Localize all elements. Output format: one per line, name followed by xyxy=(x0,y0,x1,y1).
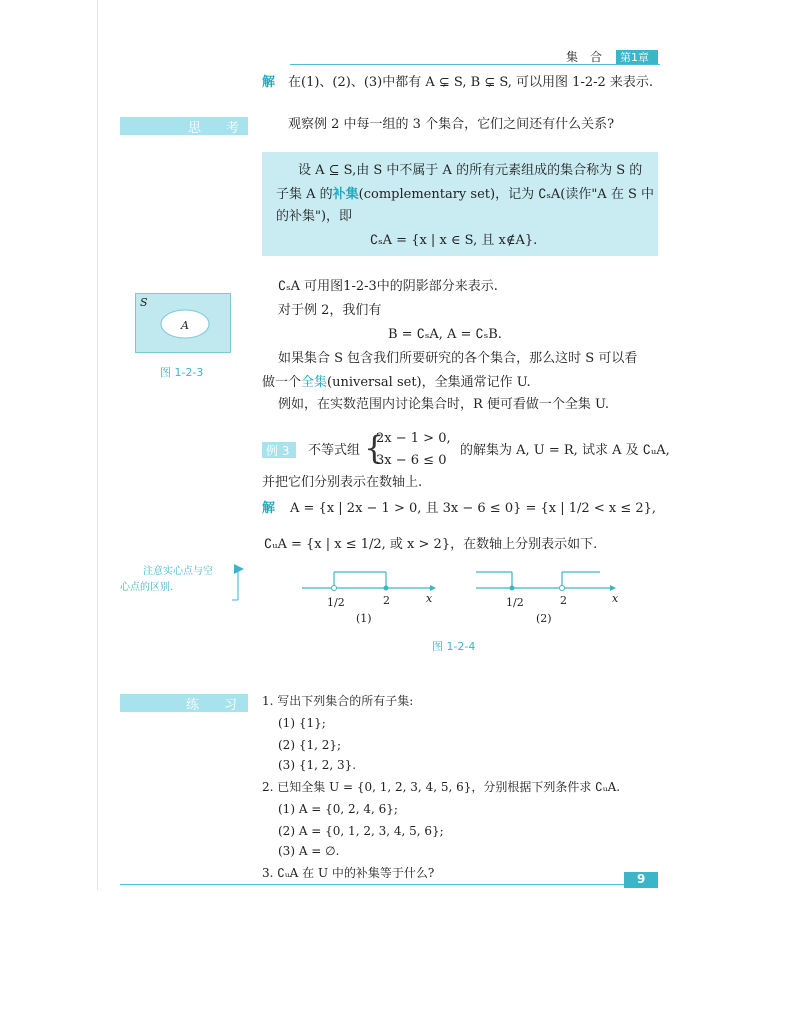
example3-ineq2: 3x − 6 ≤ 0 xyxy=(376,453,447,468)
definition-line1: 设 A ⊆ S,由 S 中不属于 A 的所有元素组成的集合称为 S 的 xyxy=(298,163,643,178)
example3-line2: 并把它们分别表示在数轴上. xyxy=(262,475,423,490)
solution-label: 解 xyxy=(262,75,276,90)
venn-label-s: S xyxy=(140,296,148,309)
side-note-line1: 注意实心点与空 xyxy=(143,566,213,577)
nl1-two: 2 xyxy=(383,594,390,607)
practice-q1: 1. 写出下列集合的所有子集: xyxy=(262,694,414,708)
body-p5-pre: 做一个 xyxy=(262,375,302,390)
body-p2: 对于例 2，我们有 xyxy=(278,303,382,318)
definition-formula: ∁ₛA = {x | x ∈ S, 且 x∉A}. xyxy=(370,233,538,248)
universal-set-term: 全集 xyxy=(301,375,328,390)
chapter-tag-text: 第1章 xyxy=(620,51,649,64)
page-number: 9 xyxy=(637,872,646,886)
definition-line2 xyxy=(276,186,654,204)
definition-line3: 的补集")，即 xyxy=(276,209,353,224)
example3-brace: { xyxy=(364,429,385,467)
practice-q2a: (1) A = {0, 2, 4, 6}; xyxy=(278,802,398,816)
nl1-x: x xyxy=(426,592,433,605)
example3-post: 的解集为 A, U = R, 试求 A 及 ∁ᵤA, xyxy=(460,443,670,458)
definition-line2-pre: 子集 A 的 xyxy=(276,187,333,202)
example3-ineq1: 2x − 1 > 0, xyxy=(376,431,451,446)
body-p5 xyxy=(262,374,531,392)
think-label: 思 考 xyxy=(188,121,246,136)
practice-q2: 2. 已知全集 U = {0, 1, 2, 3, 4, 5, 6}，分别根据下列条件求 ∁ᵤA. xyxy=(262,780,621,794)
nl2-x: x xyxy=(612,592,619,605)
figure-1-2-3-caption: 图 1-2-3 xyxy=(160,366,204,379)
body-p1: ∁ₛA 可用图1-2-3中的阴影部分来表示. xyxy=(278,279,498,294)
figure-1-2-4-caption: 图 1-2-4 xyxy=(432,640,476,653)
side-note-arrow-icon xyxy=(232,562,246,602)
practice-q2b: (2) A = {0, 1, 2, 3, 4, 5, 6}; xyxy=(278,824,444,838)
side-note-line2: 心点的区别. xyxy=(120,582,174,593)
nl2-sub: (2) xyxy=(536,612,552,625)
body-p3: B = ∁ₛA, A = ∁ₛB. xyxy=(388,327,502,342)
chapter-title: 集 合 xyxy=(566,50,603,64)
definition-line2-post: (complementary set)，记为 ∁ₛA(读作"A 在 S 中 xyxy=(358,187,654,202)
practice-label: 练 习 xyxy=(186,698,244,713)
nl2-half: 1/2 xyxy=(506,596,524,609)
complementary-set-term: 补集 xyxy=(332,187,359,202)
header-rule xyxy=(290,64,660,65)
page-number-box xyxy=(624,872,658,888)
solution3-line1: A = {x | 2x − 1 > 0, 且 3x − 6 ≤ 0} = {x | 1/2 < x ≤ 2}, xyxy=(290,501,657,516)
solution3-label: 解 xyxy=(262,501,276,516)
left-binding-line xyxy=(97,0,98,890)
chapter-tag xyxy=(616,50,658,64)
body-p5-post: (universal set)，全集通常记作 U. xyxy=(327,375,531,390)
example3-label: 例 3 xyxy=(266,444,290,458)
example3-badge xyxy=(262,442,296,458)
solution3-line2: ∁ᵤA = {x | x ≤ 1/2, 或 x > 2}，在数轴上分别表示如下. xyxy=(264,537,598,552)
practice-q2c: (3) A = ∅. xyxy=(278,844,340,858)
venn-label-a: A xyxy=(181,319,189,332)
nl2-two: 2 xyxy=(560,594,567,607)
body-p6: 例如，在实数范围内讨论集合时，R 便可看做一个全集 U. xyxy=(278,397,609,412)
nl1-sub: (1) xyxy=(356,612,372,625)
solution-text: 在(1)、(2)、(3)中都有 A ⊊ S, B ⊊ S, 可以用图 1-2-2 来表示. xyxy=(288,75,654,90)
side-note-pointer xyxy=(232,562,246,606)
footer-rule xyxy=(120,884,624,885)
practice-q1b: (2) {1, 2}; xyxy=(278,738,342,752)
body-p4: 如果集合 S 包含我们所要研究的各个集合，那么这时 S 可以看 xyxy=(278,351,638,366)
practice-q3: 3. ∁ᵤA 在 U 中的补集等于什么? xyxy=(262,866,435,880)
example3-pre: 不等式组 xyxy=(308,443,361,458)
nl1-half: 1/2 xyxy=(327,596,345,609)
practice-q1c: (3) {1, 2, 3}. xyxy=(278,758,357,772)
practice-q1a: (1) {1}; xyxy=(278,716,326,730)
think-question: 观察例 2 中每一组的 3 个集合，它们之间还有什么关系? xyxy=(288,117,615,132)
